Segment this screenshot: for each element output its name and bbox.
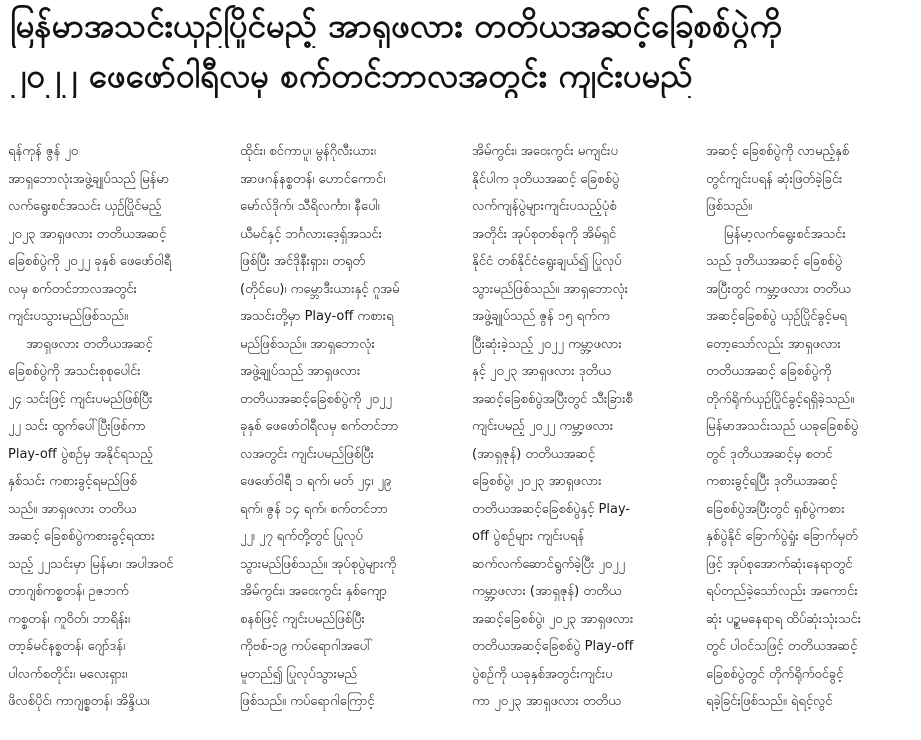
article-text-line: ကိုဗစ်-၁၉ ကပ်ရောဂါအပေါ် <box>240 639 373 654</box>
article-text-line: ဖြစ်သည်။ ကပ်ရောဂါကြောင့် <box>240 694 375 709</box>
article-text-line: ကျင်းပသွားမည်ဖြစ်သည်။ <box>8 309 128 324</box>
article-text-line: တာ့ခ်မင်နစ္စတန်၊ ဂျော်ဒန်၊ <box>8 639 126 654</box>
article-text-line: ဆုံး ပဉ္စမနေရာရ ထိပ်ဆုံးသုံးသင်း <box>706 611 862 627</box>
article-column-3 <box>472 138 690 738</box>
article-text-line: တွင် ပါဝင်သဖြင့် တတိယအဆင့် <box>706 639 858 654</box>
article-text-line: အသင်းတို့မှာ Play-off ကစားရ <box>240 309 394 324</box>
article-text-line: ပြီးဆုံးခဲ့သည့် ၂၀၂၂ ကမ္ဘာ့ဖလား <box>472 336 622 352</box>
article-text-line: သွားမည်ဖြစ်သည်။ အာရှဘောလုံး <box>472 281 628 297</box>
article-text-line: ခြေစစ်ပွဲကို အသင်းစုစုပေါင်း <box>8 364 141 379</box>
article-text-line: တတိယအဆင့်ခြေစစ်ပွဲကို ၂၀၂၂ <box>240 391 392 407</box>
article-text-line: လက်ကျန်ပွဲများကျင်းပသည့်ပုံစံ <box>472 199 617 214</box>
article-text-line: မြန်မာ့လက်ရွေးစင်အသင်း <box>724 226 846 242</box>
article-body <box>8 138 916 738</box>
article-text-line: မော်လ်ဒိုက်၊ သီရိလင်္ကာ၊ နီပေါ၊ <box>240 199 380 214</box>
article-text-line: တော့သော်လည်း အာရှဖလား <box>706 336 841 352</box>
article-text-line: အဆင့် ခြေစစ်ပွဲကစားခွင့်ရထား <box>8 529 155 544</box>
article-text-line: ၂၂ သင်း ထွက်ပေါ်ပြီးဖြစ်ကာ <box>8 419 146 434</box>
article-column-1 <box>8 138 226 738</box>
headline-line-1: မြန်မာအသင်းယှဉ်ပြိုင်မည့် အာရှဖလား တတိယအဆင့်ခြေစစ်ပွဲကို <box>10 6 782 45</box>
article-text-line: အာဖဂန်နစ္စတန်၊ ဟောင်ကောင်၊ <box>240 171 386 187</box>
article-text-line: မြန်မာအသင်းသည် ယခုခြေစစ်ပွဲ <box>706 419 859 434</box>
article-text-line: ကာ ၂၀၂၃ အာရှဖလား တတိယ <box>472 694 621 709</box>
article-text-line: အပြီးတွင် ကမ္ဘာ့ဖလား တတိယ <box>706 281 851 297</box>
article-text-line: off ပွဲစဉ်များ ကျင်းပရန် <box>472 529 585 544</box>
article-text-line: အာရှဖလား တတိယအဆင့် <box>26 336 153 352</box>
article-text-line: သည့် ၂၂သင်းမှာ မြန်မာ၊ အပါအဝင် <box>8 556 174 572</box>
article-text-line: အာရှဘောလုံးအဖွဲ့ချုပ်သည် မြန်မာ <box>8 171 170 187</box>
article-text-line: ထိုင်း၊ စင်ကာပူ၊ မွန်ဂိုလီးယား၊ <box>240 144 376 159</box>
article-text-line: အိမ်ကွင်း၊ အဝေးကွင်း မကျင်းပ <box>472 144 618 159</box>
article-text-line: အဆင့်ခြေစစ်ပွဲ၊ ၂၀၂၃ အာရှဖလား <box>472 611 634 627</box>
article-text-line: ခုနှစ် ဖေဖော်ဝါရီလမှ စက်တင်ဘာ <box>240 419 399 434</box>
article-text-line: ယီမင်နှင့် ဘင်္ဂလားဒေ့ရှ်အသင်း <box>240 226 382 242</box>
article-text-line: နှစ်သင်း ကစားခွင့်ရမည်ဖြစ် <box>8 474 137 489</box>
article-text-line: ကမ္ဘာ့ဖလား (အာရှဇုန်) တတိယ <box>472 584 622 599</box>
article-text-line: အဆင့်ခြေစစ်ပွဲအပြီးတွင် သီးခြားစီ <box>472 391 633 407</box>
article-text-line: ဖြင့် အုပ်စုအောက်ဆုံးနေရာတွင် <box>706 556 853 572</box>
article-text-line: အိမ်ကွင်း၊ အဝေးကွင်း နှစ်ကျော့ <box>240 584 387 599</box>
article-text-line: သည်။ အာရှဖလား တတိယ <box>8 501 137 517</box>
article-text-line: ၂၀၂၃ အာရှဖလား တတိယအဆင့် <box>8 226 167 242</box>
article-text-line: တိုက်ရိုက်ယှဉ်ပြိုင်ခွင့်ရရှိခဲ့သည်။ <box>706 391 855 407</box>
article-text-line: တတိယအဆင့်ခြေစစ်ပွဲ Play-off <box>472 639 634 654</box>
article-text-line: အဖွဲ့ချုပ်သည် ဇွန် ၁၅ ရက်က <box>472 309 610 324</box>
article-text-line: ပွဲစဉ်ကို ယခုနှစ်အတွင်းကျင်းပ <box>472 666 613 682</box>
headline <box>10 4 915 98</box>
article-text-line: ခြေစစ်ပွဲအပြီးတွင် ရှစ်ပွဲကစား <box>706 501 845 517</box>
article-text-line: ရပ်တည်ခဲ့သော်လည်း အကောင်း <box>706 584 858 599</box>
article-text-line: ကစားခွင့်ရပြီး ဒုတိယအဆင့် <box>706 474 838 489</box>
article-text-line: နိုင်ငံ တစ်နိုင်ငံရွေးချယ်၍ ပြုလုပ် <box>472 254 622 269</box>
headline-line-2: ၂၀၂၂ ဖေဖော်ဝါရီလမှ စက်တင်ဘာလအတွင်း ကျင်းပမည် <box>10 56 693 95</box>
article-text-line: ပါလက်စတိုင်း၊ မလေးရှား၊ <box>8 666 128 682</box>
article-text-line: ၂၄ သင်းဖြင့် ကျင်းပမည်ဖြစ်ပြီး <box>8 391 153 407</box>
article-text-line: (အာရှဇုန်) တတိယအဆင့် <box>472 446 596 462</box>
article-text-line: ဖြစ်သည်။ <box>706 199 752 214</box>
article-text-line: ကျင်းပမည့် ၂၀၂၂ ကမ္ဘာ့ဖလား <box>472 419 614 434</box>
article-text-line: သည် ဒုတိယအဆင့် ခြေစစ်ပွဲ <box>706 254 843 269</box>
article-text-line: တတိယအဆင့်ခြေစစ်ပွဲနှင့် Play- <box>472 501 631 517</box>
article-text-line: ရက်၊ ဇွန် ၁၄ ရက်၊ စက်တင်ဘာ <box>240 501 388 517</box>
article-text-line: အဆင့် ခြေစစ်ပွဲကို လာမည့်နှစ် <box>706 144 850 159</box>
article-text-line: လအတွင်း ကျင်းပမည်ဖြစ်ပြီး <box>240 446 374 462</box>
article-text-line: တတိယအဆင့် ခြေစစ်ပွဲကို <box>706 364 832 379</box>
article-text-line: ဖိလစ်ပိုင်၊ ကာဂျစ္စတန်၊ အိန္ဒိယ၊ <box>8 694 150 709</box>
article-text-line: ရန်ကုန် ဇွန် ၂၀ <box>8 144 79 159</box>
article-text-line: နိုင်ပါက ဒုတိယအဆင့် ခြေစစ်ပွဲ <box>472 171 620 187</box>
article-text-line: ခြေစစ်ပွဲတွင် တိုက်ရိုက်ဝင်ခွင့် <box>706 666 844 682</box>
article-text-line: နှစ်ပွဲနိုင် ခြောက်ပွဲရှုံး ခြောက်မှတ် <box>706 529 858 544</box>
article-text-line: စနစ်ဖြင့် ကျင်းပမည်ဖြစ်ပြီး <box>240 611 365 627</box>
article-text-line: ကစ္စတန်၊ ကူဝိတ်၊ ဘာရိန်း၊ <box>8 611 130 627</box>
article-text-line: အဖွဲ့ချုပ်သည် အာရှဖလား <box>240 364 361 379</box>
article-column-4 <box>706 138 916 738</box>
article-text-line: (တိုင်ပေ)၊ ကမ္ဘောဒီးယားနှင့် ဂူအမ် <box>240 281 400 297</box>
article-text-line: လမှ စက်တင်ဘာလအတွင်း <box>8 281 137 297</box>
article-column-2 <box>240 138 458 738</box>
article-text-line: ရခဲ့ခြင်းဖြစ်သည်။ ရဲရင့်လွင် <box>706 694 833 709</box>
article-text-line: လက်ရွေးစင်အသင်း ယှဉ်ပြိုင်မည့် <box>8 199 162 214</box>
article-text-line: ဖြစ်ပြီး အင်ဒိုနီးရှား၊ တရုတ် <box>240 254 365 269</box>
article-text-line: နှင့် ၂၀၂၃ အာရှဖလား ဒုတိယ <box>472 364 611 379</box>
article-text-line: ခြေစစ်ပွဲကို ၂၀၂၂ ခုနှစ် ဖေဖော်ဝါရီ <box>8 254 172 269</box>
article-text-line: တွင် ဒုတိယအဆင့်မှ စတင် <box>706 446 833 462</box>
article-text-line: သွားမည်ဖြစ်သည်။ အုပ်စုပွဲများကို <box>240 556 397 572</box>
article-text-line: အတိုင်း အုပ်စုတစ်ခုကို အိမ်ရှင် <box>472 226 617 242</box>
article-text-line: တာဂျစ်ကစ္စတန်၊ ဥဇဘက် <box>8 584 129 599</box>
article-text-line: မည်ဖြစ်သည်။ အာရှဘောလုံး <box>240 336 375 352</box>
article-text-line: တွင်ကျင်းပရန် ဆုံးဖြတ်ခဲ့ခြင်း <box>706 171 843 187</box>
article-text-line: ခြေစစ်ပွဲ၊ ၂၀၂၃ အာရှဖလား <box>472 474 602 489</box>
article-text-line: အဆင့်ခြေစစ်ပွဲ ယှဉ်ပြိုင်ခွင့်မရ <box>706 309 847 324</box>
article-text-line: ဆက်လက်ဆောင်ရွက်ခဲ့ပြီး ၂၀၂၂ <box>472 556 625 572</box>
article-text-line: မူတည်၍ ပြုလုပ်သွားမည် <box>240 666 357 682</box>
article-text-line: Play-off ပွဲစဉ်မှ အနိုင်ရသည့် <box>8 446 153 462</box>
article-text-line: ဖေဖော်ဝါရီ ၁ ရက်၊ မတ် ၂၄၊ ၂၉ <box>240 474 392 489</box>
article-text-line: ၂၂၊ ၂၇ ရက်တို့တွင် ပြုလုပ် <box>240 529 363 544</box>
